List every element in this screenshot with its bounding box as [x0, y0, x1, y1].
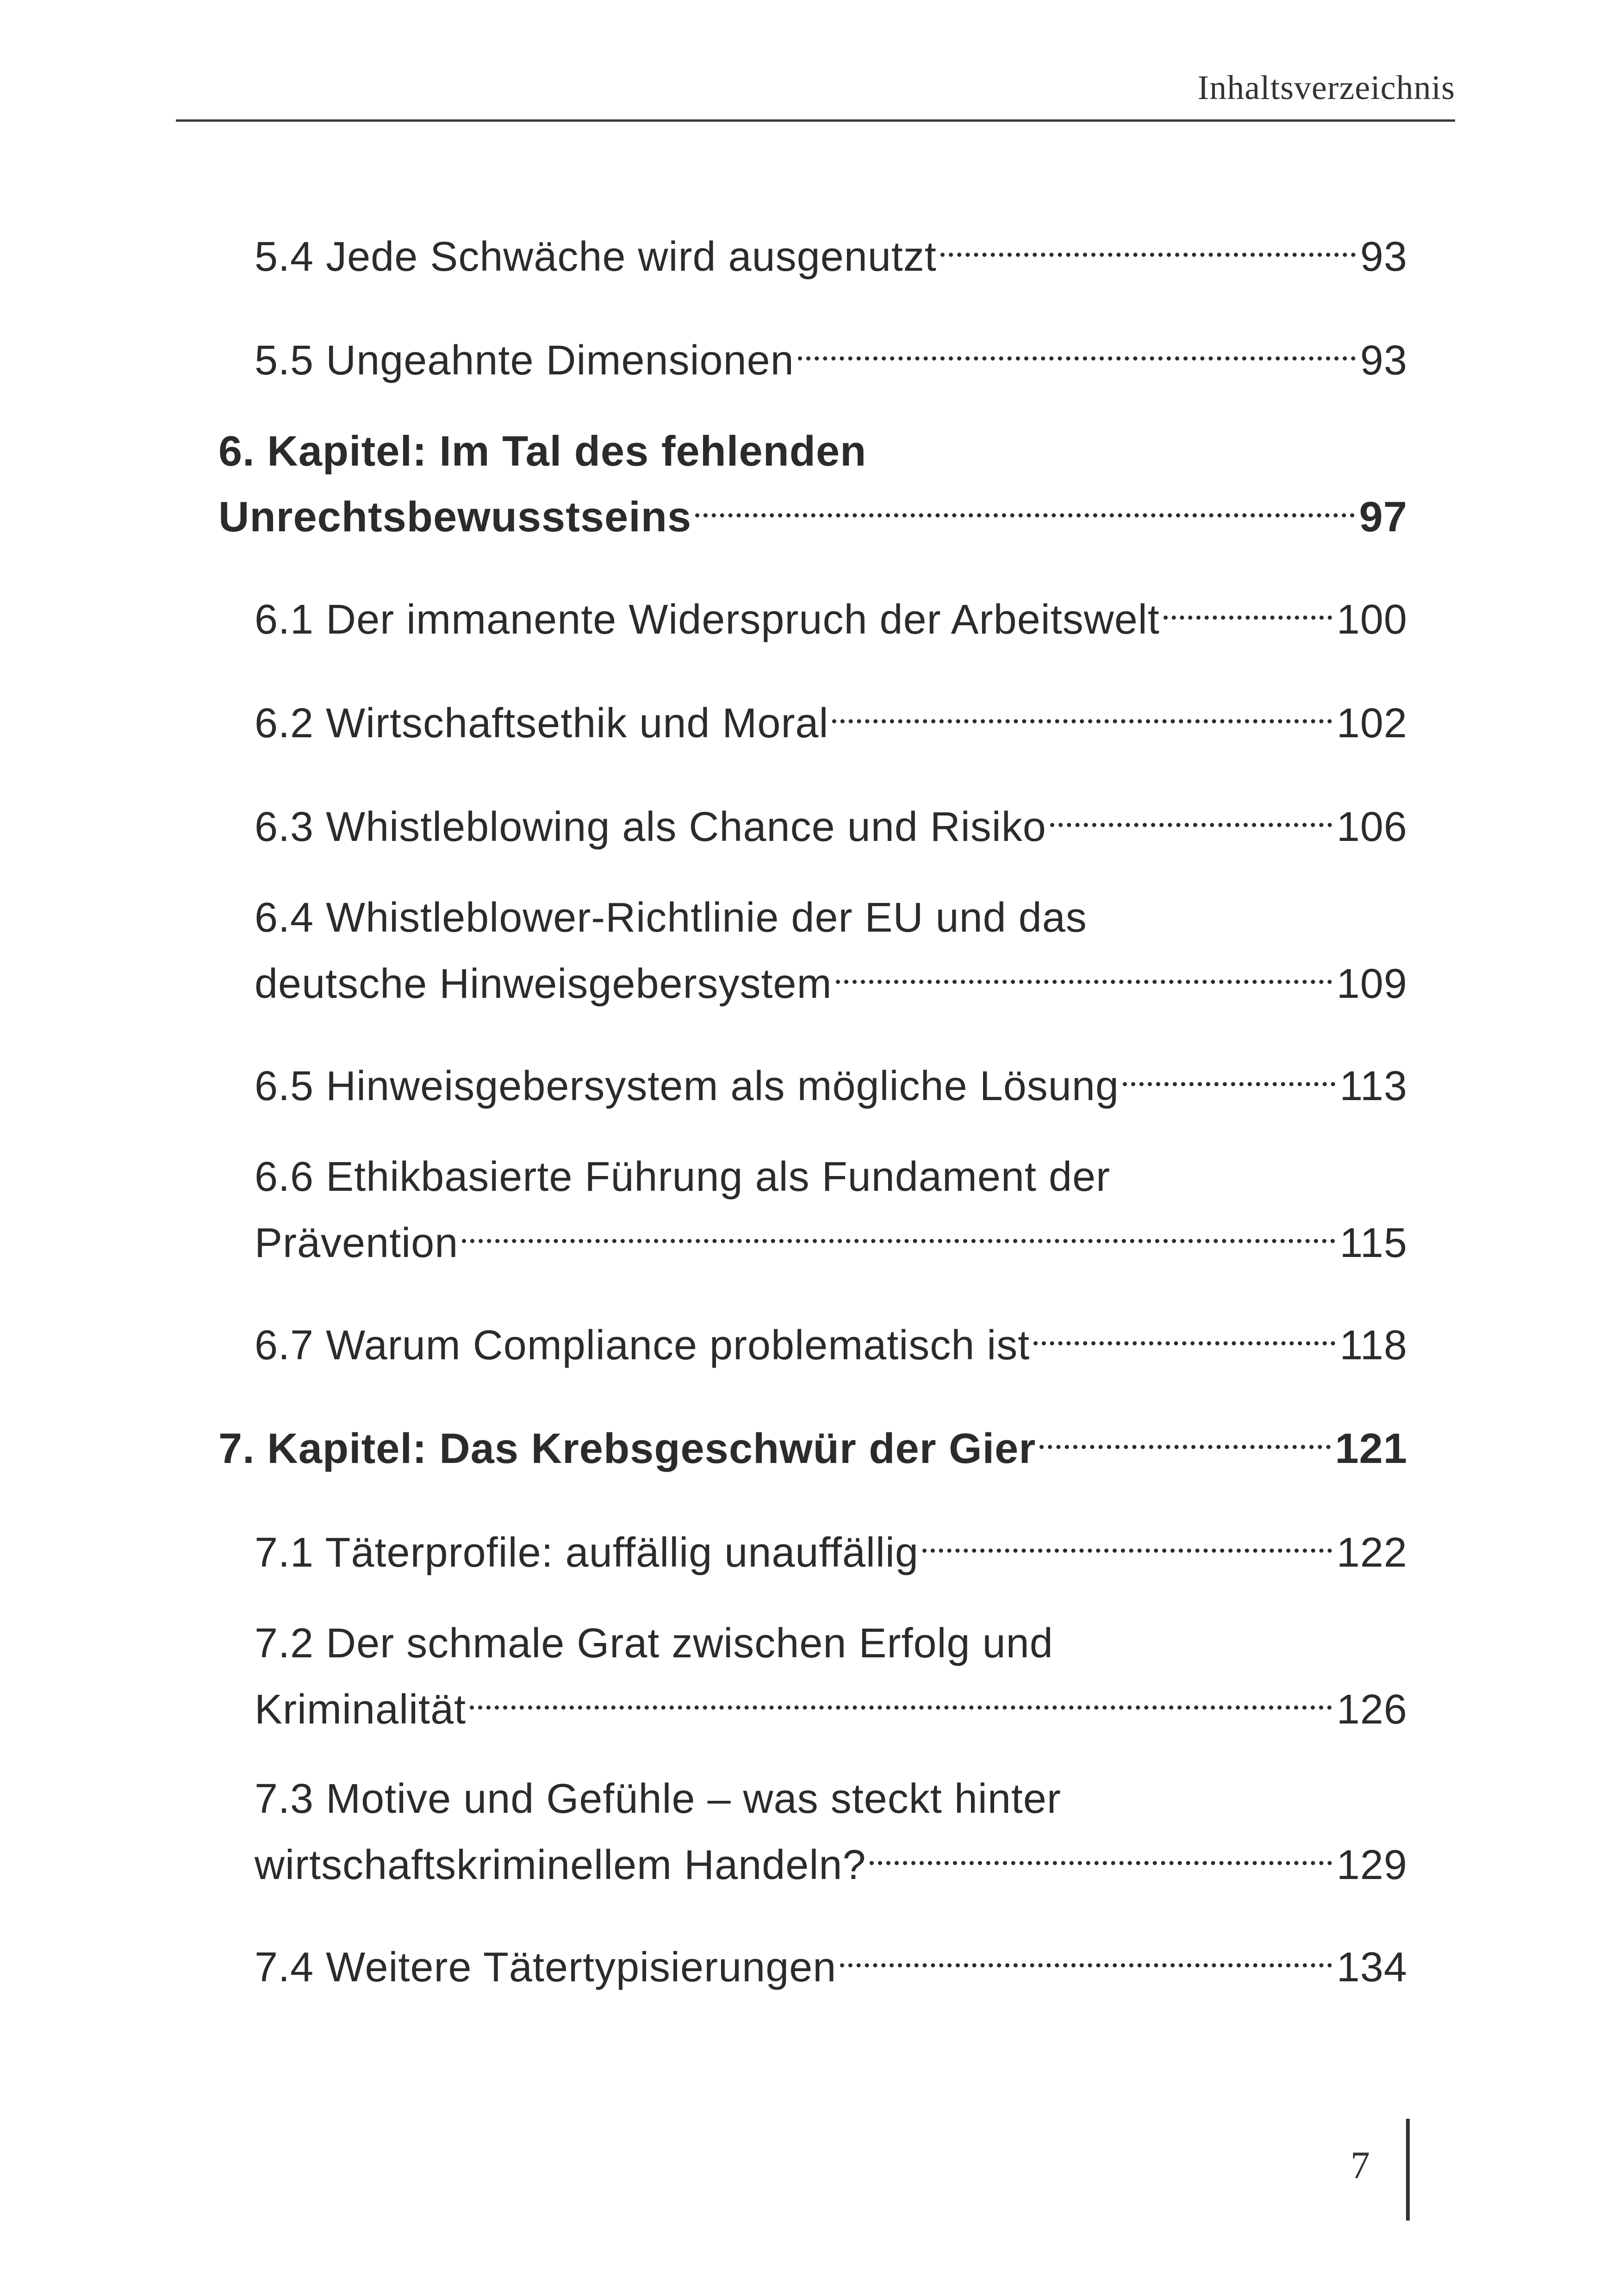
- dot-leader: [940, 218, 1356, 271]
- dot-leader: [1039, 1410, 1330, 1463]
- toc-entry[interactable]: [255, 788, 1407, 850]
- folio-rule: [1406, 2119, 1410, 2221]
- dot-leader: [1123, 1047, 1335, 1100]
- toc-entry-page: 126: [1336, 1686, 1407, 1733]
- toc-entry-title: 5.5 Ungeahnte Dimensionen: [255, 337, 794, 384]
- toc-entry-title-line: 7.2 Der schmale Grat zwischen Erfolg und: [255, 1620, 1053, 1667]
- dot-leader: [462, 1204, 1335, 1257]
- toc-entry-page: 113: [1339, 1063, 1407, 1109]
- toc-entry-title-line: 6.4 Whistleblower-Richtlinie der EU und das: [255, 895, 1087, 941]
- toc-entry-page: 100: [1336, 597, 1407, 643]
- toc-entry-title: 6.7 Warum Compliance problematisch ist: [255, 1322, 1030, 1369]
- toc-entry-title: 6.1 Der immanente Widerspruch der Arbeitswelt: [255, 597, 1160, 643]
- toc-entry[interactable]: [255, 891, 1407, 1007]
- toc-chapter-entry[interactable]: [218, 1410, 1407, 1472]
- toc-entry[interactable]: [255, 1151, 1407, 1266]
- toc-entry-title: 7. Kapitel: Das Krebsgeschwür der Gier: [218, 1425, 1036, 1472]
- toc-entry[interactable]: [255, 321, 1407, 384]
- toc-entry-title: 6.5 Hinweisgebersystem als mögliche Lösung: [255, 1063, 1119, 1109]
- toc-entry[interactable]: [255, 580, 1407, 643]
- toc-entry[interactable]: [255, 1047, 1407, 1109]
- toc-entry-page: 134: [1336, 1944, 1407, 1991]
- dot-leader: [870, 1826, 1332, 1879]
- toc-entry-title-line: Unrechtsbewusstseins: [218, 493, 692, 541]
- toc-entry[interactable]: [255, 1617, 1407, 1733]
- toc-entry-page: 97: [1359, 493, 1407, 541]
- toc-entry[interactable]: [255, 1773, 1407, 1888]
- toc-entry-title-line: wirtschaftskriminellem Handeln?: [255, 1842, 866, 1888]
- toc-entry-title: 6.3 Whistleblowing als Chance und Risiko: [255, 804, 1046, 850]
- toc-entry[interactable]: [255, 1306, 1407, 1369]
- toc-entry-page: 102: [1336, 700, 1407, 747]
- toc-entry-page: 106: [1336, 804, 1407, 850]
- dot-leader: [840, 1928, 1332, 1981]
- toc-entry[interactable]: [255, 1928, 1407, 1991]
- dot-leader: [1164, 580, 1332, 634]
- toc-entry-title-line: 6.6 Ethikbasierte Führung als Fundament der: [255, 1154, 1111, 1200]
- dot-leader: [922, 1513, 1332, 1567]
- toc-entry[interactable]: [255, 684, 1407, 747]
- dot-leader: [836, 945, 1332, 998]
- toc-entry-title: 7.1 Täterprofile: auffällig unauffällig: [255, 1530, 919, 1576]
- toc-entry-page: 118: [1339, 1322, 1407, 1369]
- toc-entry-title: 5.4 Jede Schwäche wird ausgenutzt: [255, 234, 937, 280]
- dot-leader: [832, 684, 1332, 737]
- toc-entry-page: 122: [1336, 1530, 1407, 1576]
- dot-leader: [470, 1670, 1332, 1724]
- toc-chapter-entry[interactable]: [218, 425, 1407, 541]
- toc-entry-page: 129: [1336, 1842, 1407, 1888]
- toc-entry-page: 93: [1360, 234, 1407, 280]
- dot-leader: [1050, 788, 1332, 841]
- dot-leader: [1033, 1306, 1335, 1359]
- toc-entry[interactable]: [255, 1513, 1407, 1576]
- toc-entry-page: 109: [1336, 961, 1407, 1007]
- running-head: Inhaltsverzeichnis: [1197, 69, 1455, 107]
- dot-leader: [695, 478, 1355, 531]
- toc-entry-page: 93: [1360, 337, 1407, 384]
- dot-leader: [798, 321, 1356, 374]
- toc-entry[interactable]: [255, 218, 1407, 280]
- toc-entry-page: 115: [1339, 1220, 1407, 1266]
- toc-entry-title-line: Kriminalität: [255, 1686, 467, 1733]
- toc-entry-title-line: Prävention: [255, 1220, 459, 1266]
- toc-entry-title-line: 7.3 Motive und Gefühle – was steckt hinter: [255, 1776, 1061, 1822]
- toc-entry-title-line: deutsche Hinweisgebersystem: [255, 961, 832, 1007]
- toc-entry-page: 121: [1335, 1425, 1407, 1472]
- toc-entry-title: 6.2 Wirtschaftsethik und Moral: [255, 700, 829, 747]
- toc-entry-title-line: 6. Kapitel: Im Tal des fehlenden: [218, 428, 867, 475]
- toc-entry-title: 7.4 Weitere Tätertypisierungen: [255, 1944, 837, 1991]
- page-number: 7: [1350, 2144, 1370, 2187]
- header-rule: [176, 119, 1455, 122]
